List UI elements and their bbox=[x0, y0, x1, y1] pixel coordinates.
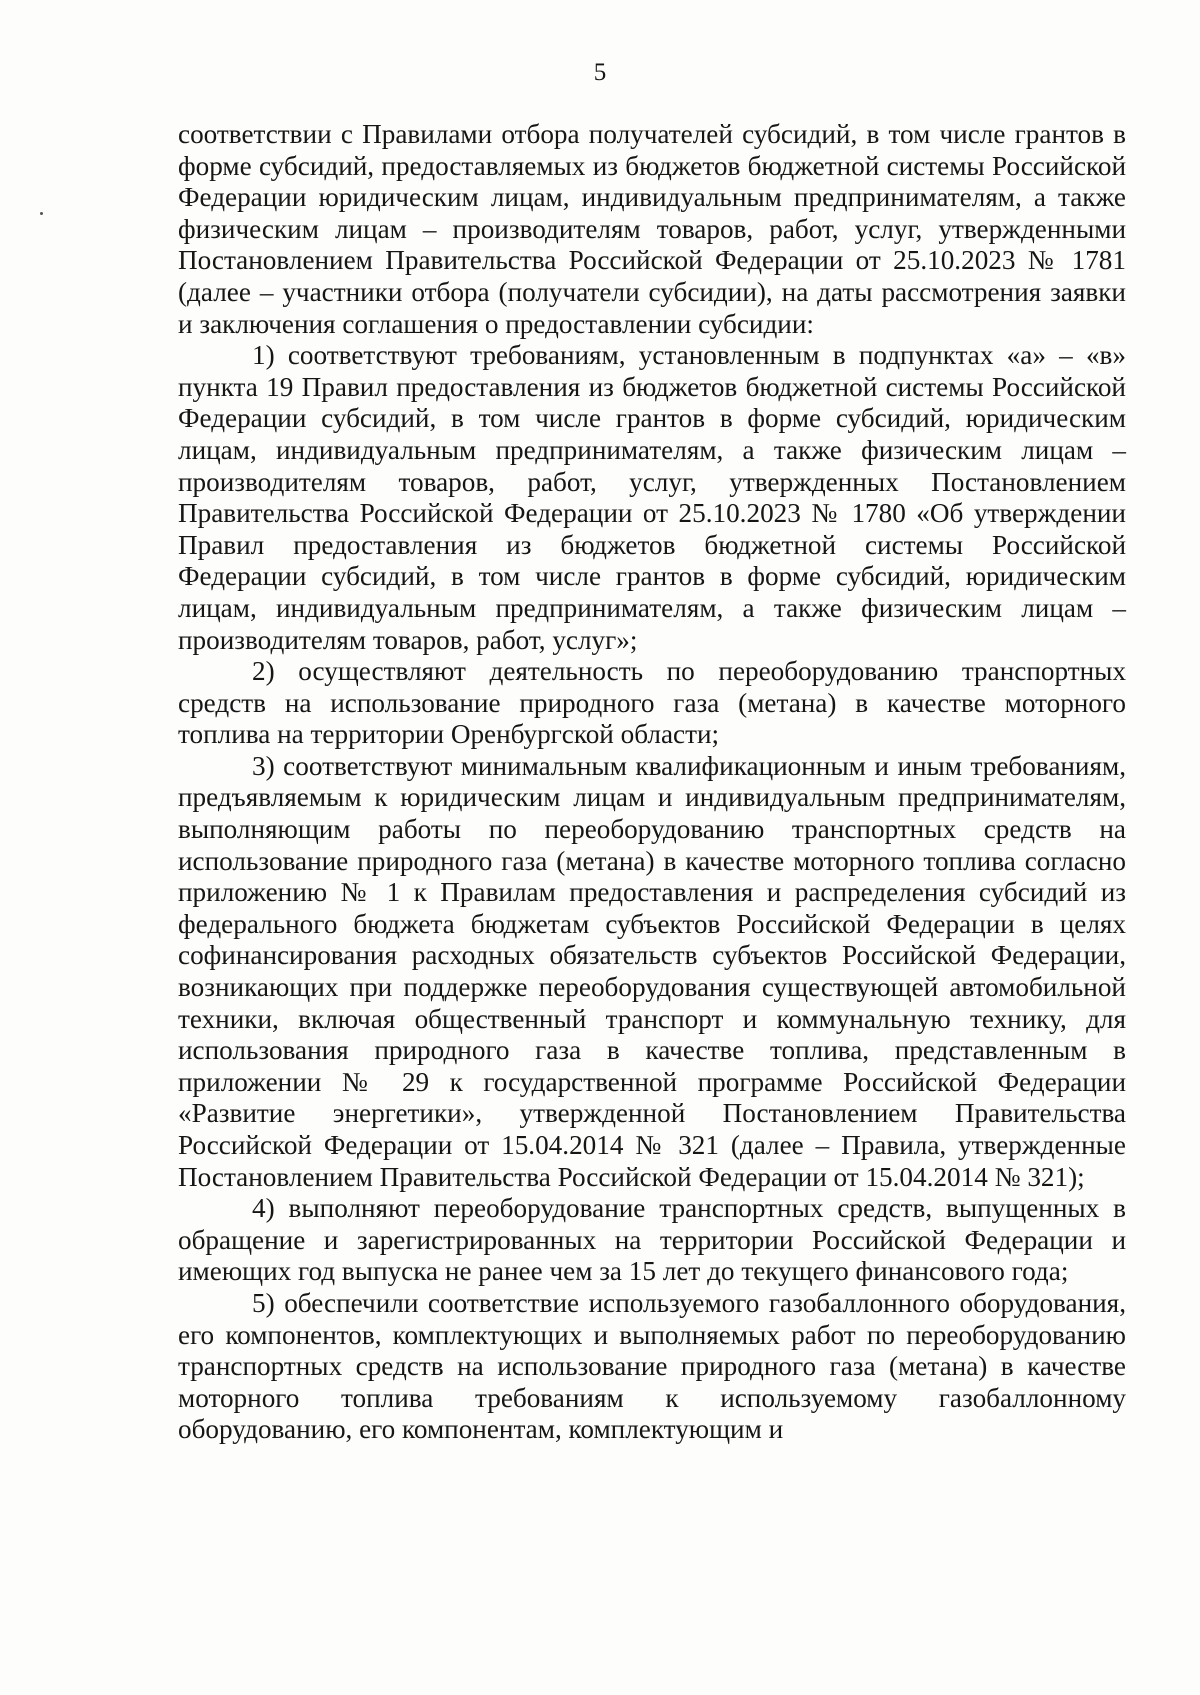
paragraph-item-2: 2) осуществляют деятельность по переоборудованию транспортных средств на использование природного газа (метана) в качестве моторного топлива на территории Оренбургской области; bbox=[178, 656, 1126, 750]
paragraph-item-3: 3) соответствуют минимальным квалификационным и иным требованиям, предъявляемым к юридическим лицам и индивидуальным предпринимателям, выполняющим работы по переоборудованию транспортных средств на использование природного газа (метана) в качестве моторного топлива согласно приложению № 1 к Правилам предоставления и распределения субсидий из федерального бюджета бюджетам субъектов Российской Федерации в целях софинансирования расходных обязательств субъектов Российской Федерации, возникающих при поддержке переоборудования существующей автомобильной техники, включая общественный транспорт и коммунальную технику, для использования природного газа в качестве топлива, представленным в приложении № 29 к государственной программе Российской Федерации «Развитие энергетики», утвержденной Постановлением Правительства Российской Федерации от 15.04.2014 № 321 (далее – Правила, утвержденные Постановлением Правительства Российской Федерации от 15.04.2014 № 321); bbox=[178, 750, 1126, 1192]
paragraph-intro: соответствии с Правилами отбора получателей субсидий, в том числе грантов в форме субсидий, предоставляемых из бюджетов бюджетной системы Российской Федерации юридическим лицам, индивидуальным предпринимателям, а также физическим лицам – производителям товаров, работ, услуг, утвержденными Постановлением Правительства Российской Федерации от 25.10.2023 № 1781 (далее – участники отбора (получатели субсидии), на даты рассмотрения заявки и заключения соглашения о предоставлении субсидии: bbox=[178, 119, 1126, 339]
paragraph-item-1: 1) соответствуют требованиям, установленным в подпунктах «а» – «в» пункта 19 Правил предоставления из бюджетов бюджетной системы Российской Федерации субсидий, в том числе грантов в форме субсидий, юридическим лицам, индивидуальным предпринимателям, а также физическим лицам – производителям товаров, работ, услуг, утвержденных Постановлением Правительства Российской Федерации от 25.10.2023 № 1780 «Об утверждении Правил предоставления из бюджетов бюджетной системы Российской Федерации субсидий, в том числе грантов в форме субсидий, юридическим лицам, индивидуальным предпринимателям, а также физическим лицам – производителям товаров, работ, услуг»; bbox=[178, 340, 1126, 655]
page-number: 5 bbox=[593, 59, 607, 86]
document-body bbox=[178, 119, 1126, 1446]
paragraph-item-5: 5) обеспечили соответствие используемого газобаллонного оборудования, его компонентов, комплектующих и выполняемых работ по переоборудованию транспортных средств на использование природного газа (метана) в качестве моторного топлива требованиям к используемому газобаллонному оборудованию, его компонентам, комплектующим и bbox=[178, 1287, 1126, 1445]
scan-speck bbox=[40, 212, 43, 215]
paragraph-item-4: 4) выполняют переоборудование транспортных средств, выпущенных в обращение и зарегистрированных на территории Российской Федерации и имеющих год выпуска не ранее чем за 15 лет до текущего финансового года; bbox=[178, 1193, 1126, 1287]
